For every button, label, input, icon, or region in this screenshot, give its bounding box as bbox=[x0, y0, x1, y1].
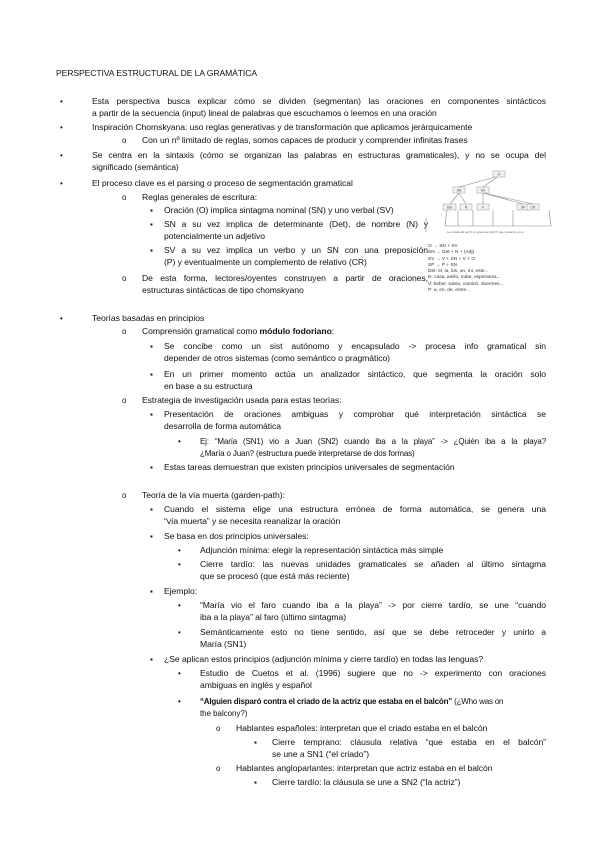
text-line: desarrolla de forma automática bbox=[164, 421, 281, 431]
bullet-circle bbox=[122, 490, 126, 501]
text-span: (¿Who was on bbox=[452, 697, 504, 706]
text-line: Hablantes angloparlantes: interpretan que actriz estaba en el balcón bbox=[236, 763, 493, 773]
grammar-rule: N: casa, anillo, nube, esperanza... bbox=[428, 275, 501, 281]
grammar-rule: V: beber, subía, caminó, duermes... bbox=[428, 281, 504, 287]
text-line: Se basa en dos principios universales: bbox=[164, 531, 309, 541]
text-line: Semánticamente esto no tiene sentido, así que se debe retroceder y unirlo a bbox=[200, 627, 546, 637]
text-line: Estas tareas demuestran que existen principios universales de segmentación bbox=[164, 462, 455, 472]
text-line: Presentación de oraciones ambiguas y comprobar qué interpretación sintáctica se bbox=[164, 409, 546, 419]
bullet-square bbox=[150, 504, 153, 515]
text-line bbox=[142, 326, 334, 337]
text-line: the balcony?) bbox=[200, 709, 248, 718]
text-line: Cierre tardío: la cláusula se une a SN2 (“la actriz”) bbox=[272, 777, 461, 787]
text-line: Teorías basadas en principios bbox=[92, 313, 205, 323]
text-line: SN a su vez implica de determinante (Det), de nombre (N) y bbox=[164, 219, 428, 229]
text-line: Inspiración Chomskyana: uso reglas generativas y de transformación que aplicamos jerárquicamente bbox=[92, 122, 473, 132]
tree-node-label: SP bbox=[520, 205, 526, 210]
text-line: Teoría de la vía muerta (garden-path): bbox=[142, 490, 285, 500]
text-line: En un primer momento actúa un analizador sintáctico, que segmenta la oración solo bbox=[164, 369, 546, 379]
bullet-dot bbox=[60, 313, 63, 324]
tree-node-label: Det bbox=[446, 205, 453, 210]
bullet-dot bbox=[60, 96, 63, 107]
bullet-dot bbox=[178, 696, 181, 707]
text-line bbox=[200, 696, 503, 707]
bullet-square bbox=[150, 654, 153, 665]
bullet-dot bbox=[178, 559, 181, 570]
grammar-rule: Det: el, la, los, un, mi, este... bbox=[428, 269, 489, 275]
bullet-square bbox=[150, 409, 153, 420]
bullet-dot bbox=[60, 122, 63, 133]
text-line: Cuando el sistema elige una estructura errónea de forma automática, se genera una bbox=[164, 504, 546, 514]
text-line: Con un nº limitado de reglas, somos capaces de producir y comprender infinitas frases bbox=[142, 135, 468, 145]
tree-node-label: CR bbox=[530, 205, 536, 210]
grammar-rule: SV → V + SN + V + O bbox=[428, 256, 476, 262]
grammar-rule: O → SN + SV bbox=[428, 244, 458, 249]
text-line: Ej: “María (SN1) vio a Juan (SN2) cuando iba a la playa” -> ¿Quién iba a la playa? bbox=[200, 437, 546, 446]
grammar-rule: SP → P + SN bbox=[428, 262, 458, 268]
bullet-square bbox=[150, 586, 153, 597]
bullet-square bbox=[254, 777, 257, 788]
bullet-dot bbox=[178, 545, 181, 556]
page-title: PERSPECTIVA ESTRUCTURAL DE LA GRAMÁTICA bbox=[56, 68, 257, 78]
text-line: “vía muerta” y se necesita reanalizar la oración bbox=[164, 516, 341, 526]
bullet-square bbox=[150, 245, 153, 256]
text-line: Reglas generales de escritura: bbox=[142, 192, 258, 202]
bullet-circle bbox=[216, 763, 220, 774]
text-line: Estudio de Cuetos et al. (1996) sugiere que no -> experimento con oraciones bbox=[200, 668, 546, 678]
text-line: Cierre temprano: cláusula relativa “que estaba en el balcón” bbox=[272, 737, 546, 747]
bullet-circle bbox=[122, 192, 126, 203]
tree-node-label: O bbox=[497, 172, 501, 177]
text-line: Esta perspectiva busca explicar cómo se dividen (segmentan) las oraciones en componentes sintácticos bbox=[92, 96, 546, 106]
tree-node-label: N bbox=[464, 205, 468, 210]
tree-node-label: SV bbox=[480, 188, 486, 193]
text-line: depender de otros sistemas (como semántico o pragmático) bbox=[164, 353, 390, 363]
bullet-square bbox=[150, 462, 153, 473]
bullet-circle bbox=[216, 723, 220, 734]
tree-node-label: V bbox=[481, 205, 485, 210]
bullet-circle bbox=[122, 273, 126, 284]
text-line: a partir de la secuencia (input) lineal de palabras que escuchamos o leemos en una oración bbox=[92, 108, 437, 118]
bullet-dot bbox=[178, 668, 181, 679]
text-line: Estrategia de investigación usada para estas teorías: bbox=[142, 395, 342, 405]
text-line: SV a su vez implica un verbo y un SN con una preposición bbox=[164, 245, 428, 255]
text-line: que se procesó (que está más reciente) bbox=[200, 571, 350, 581]
text-line: “María vio el faro cuando iba a la playa” -> por cierre tardío, se une “cuando bbox=[200, 600, 546, 610]
bullet-dot bbox=[178, 627, 181, 638]
text-span: : bbox=[331, 326, 335, 336]
bold-span: módulo fodoriano bbox=[259, 326, 332, 336]
bullet-dot bbox=[178, 436, 181, 447]
bullet-dot bbox=[60, 150, 63, 161]
bullet-square bbox=[150, 205, 153, 216]
tree-node-label: SN bbox=[456, 188, 462, 193]
text-line: se une a SN1 (“el criado”) bbox=[272, 749, 370, 759]
text-line: Hablantes españoles: interpretan que el criado estaba en el balcón bbox=[236, 723, 488, 733]
grammar-rule: SN → Det + N + (Adj) bbox=[428, 250, 475, 256]
grammar-rules bbox=[428, 244, 504, 294]
bullet-circle bbox=[122, 135, 126, 146]
text-line: ¿Se aplican estos principios (adjunción mínima y cierre tardío) en todas las lenguas? bbox=[164, 654, 484, 664]
text-line: ¿María o Juan? (estructura puede interpretarse de dos formas) bbox=[200, 449, 415, 458]
bullet-square bbox=[150, 531, 153, 542]
text-line: estructuras sintácticas de tipo chomskyano bbox=[142, 285, 304, 295]
text-line: Se concibe como un sist autónomo y encapsulado -> procesa info gramatical sin bbox=[164, 341, 546, 351]
bullet-square bbox=[150, 341, 153, 352]
text-line: ambiguas en inglés y español bbox=[200, 680, 312, 690]
text-span: Comprensión gramatical como bbox=[142, 326, 260, 336]
bullet-dot bbox=[60, 178, 63, 189]
bullet-circle bbox=[122, 395, 126, 406]
bullet-circle bbox=[122, 326, 126, 337]
text-line: Cierre tardío: las nuevas unidades gramaticales se añaden al último sintagma bbox=[200, 559, 546, 569]
text-line: Ejemplo: bbox=[164, 586, 198, 596]
text-line: Se centra en la sintaxis (cómo se organizan las palabras en estructuras gramaticales), y no se ocupa del bbox=[92, 150, 546, 160]
tree-leaf-text: La criada del actriz le gusta sencillo(?) que cantante en el bbox=[447, 230, 524, 234]
text-line: El proceso clave es el parsing o proceso de segmentación gramatical bbox=[92, 178, 353, 188]
text-line: De esta forma, lectores/oyentes construyen a partir de oraciones, bbox=[142, 273, 428, 283]
text-line: Oración (O) implica sintagma nominal (SN) y uno verbal (SV) bbox=[164, 205, 394, 215]
text-line: María (SN1) bbox=[200, 639, 247, 649]
text-line: significado (semántica) bbox=[92, 162, 179, 172]
text-line: (P) y eventualmente un complemento de relativo (CR) bbox=[164, 257, 367, 267]
text-line: potencialmente un adjetivo bbox=[164, 231, 265, 241]
bullet-square bbox=[150, 219, 153, 230]
bullet-square bbox=[254, 737, 257, 748]
text-line: en base a su estructura bbox=[164, 381, 253, 391]
bullet-dot bbox=[178, 600, 181, 611]
text-line: Adjunción mínima: elegir la representación sintáctica más simple bbox=[200, 545, 444, 555]
bold-span: “Alguien disparó contra el criado de la actriz que estaba en el balcón” bbox=[200, 697, 453, 706]
grammar-rule: P: a, en, de, entre... bbox=[428, 288, 471, 294]
text-line: iba a la playa” al faro (último sintagma) bbox=[200, 612, 347, 622]
bullet-square bbox=[150, 369, 153, 380]
